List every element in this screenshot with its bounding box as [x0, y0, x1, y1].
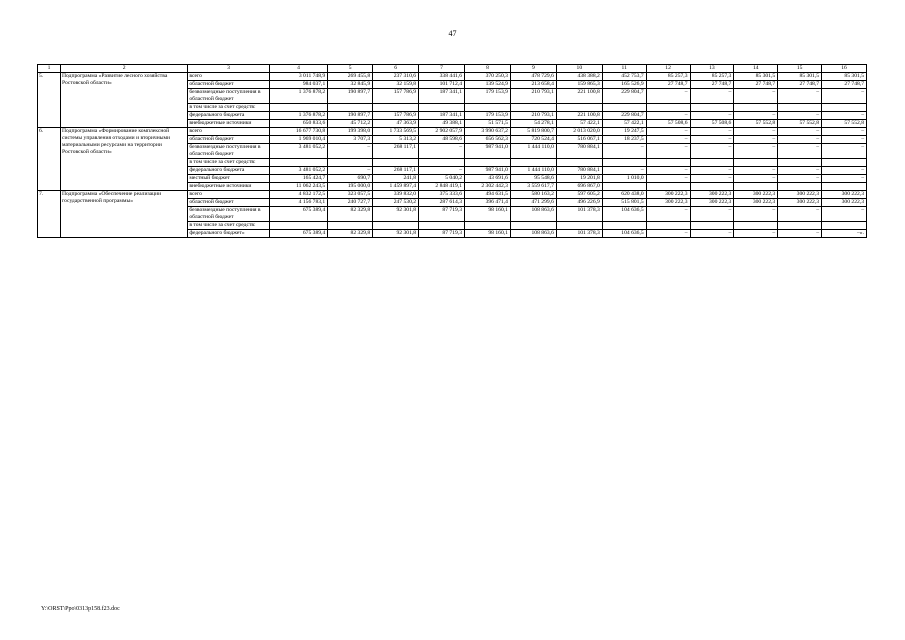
- value-cell: [822, 222, 867, 230]
- value-cell: 104 636,5: [602, 230, 646, 238]
- value-cell: –: [778, 230, 822, 238]
- value-cell: 3 990 637,2: [465, 128, 511, 136]
- value-cell: –: [646, 167, 690, 175]
- value-cell: –: [646, 175, 690, 183]
- header-cell: 7: [419, 65, 465, 73]
- value-cell: –: [822, 175, 867, 183]
- value-cell: [465, 222, 511, 230]
- value-cell: –: [646, 128, 690, 136]
- value-cell: 370 250,3: [465, 73, 511, 81]
- value-cell: [646, 222, 690, 230]
- value-cell: –: [778, 128, 822, 136]
- value-cell: –: [690, 128, 734, 136]
- value-cell: 165 526,9: [602, 81, 646, 89]
- header-row: [38, 65, 867, 73]
- header-cell: 10: [556, 65, 602, 73]
- value-cell: 987 941,0: [465, 144, 511, 159]
- value-cell: 241,8: [373, 175, 419, 183]
- value-cell: –: [822, 112, 867, 120]
- value-cell: 1 733 569,5: [373, 128, 419, 136]
- value-cell: –: [778, 136, 822, 144]
- header-cell: 11: [602, 65, 646, 73]
- value-cell: 85 301,5: [822, 73, 867, 81]
- value-cell: 240 727,7: [328, 199, 373, 207]
- value-cell: [778, 159, 822, 167]
- value-cell: 92 301,8: [373, 230, 419, 238]
- value-cell: 1 376 878,2: [269, 112, 327, 120]
- value-cell: 108 863,6: [510, 207, 556, 222]
- subprogram-number: 7.: [38, 191, 61, 238]
- value-cell: 987 941,0: [465, 167, 511, 175]
- funding-source: в том числе за счет средств:: [188, 104, 269, 112]
- value-cell: 690,7: [328, 175, 373, 183]
- value-cell: 95 548,6: [510, 175, 556, 183]
- funding-source: внебюджетные источники: [188, 120, 269, 128]
- header-cell: 15: [778, 65, 822, 73]
- header-cell: 14: [734, 65, 778, 73]
- value-cell: [602, 183, 646, 191]
- value-cell: 51 571,5: [465, 120, 511, 128]
- value-cell: 199 398,0: [328, 128, 373, 136]
- value-cell: –: [734, 167, 778, 175]
- value-cell: –: [646, 136, 690, 144]
- value-cell: 1 969 010,4: [269, 136, 327, 144]
- value-cell: [734, 159, 778, 167]
- value-cell: 300 222,3: [778, 199, 822, 207]
- header-cell: 3: [188, 65, 269, 73]
- budget-table: [37, 64, 867, 238]
- value-cell: 82 329,8: [328, 207, 373, 222]
- value-cell: [602, 222, 646, 230]
- value-cell: [419, 104, 465, 112]
- value-cell: –: [734, 144, 778, 159]
- value-cell: [373, 222, 419, 230]
- value-cell: 157 786,9: [373, 89, 419, 104]
- value-cell: –: [646, 144, 690, 159]
- value-cell: 696 867,0: [556, 183, 602, 191]
- subprogram-name: Подпрограмма «Обеспечение реализации государственной программы»: [60, 191, 187, 238]
- value-cell: 57 552,8: [734, 120, 778, 128]
- value-cell: –: [328, 167, 373, 175]
- funding-source: областной бюджет: [188, 199, 269, 207]
- value-cell: [690, 159, 734, 167]
- value-cell: [734, 222, 778, 230]
- value-cell: 101 378,3: [556, 230, 602, 238]
- funding-source: областной бюджет: [188, 136, 269, 144]
- value-cell: [556, 222, 602, 230]
- value-cell: –: [778, 167, 822, 175]
- funding-source: безвозмездные поступления в областной бюджет: [188, 89, 269, 104]
- funding-source: федерального бюджет»: [188, 230, 269, 238]
- value-cell: 3 481 052,2: [269, 167, 327, 175]
- value-cell: [373, 159, 419, 167]
- value-cell: 396 471,4: [465, 199, 511, 207]
- value-cell: 287 614,3: [419, 199, 465, 207]
- value-cell: 101 378,3: [556, 207, 602, 222]
- value-cell: 496 226,9: [556, 199, 602, 207]
- value-cell: 85 257,3: [646, 73, 690, 81]
- value-cell: 213 658,4: [510, 81, 556, 89]
- value-cell: 4 832 172,5: [269, 191, 327, 199]
- value-cell: –: [690, 89, 734, 104]
- funding-source: федерального бюджета: [188, 167, 269, 175]
- funding-source: местный бюджет: [188, 175, 269, 183]
- value-cell: –: [328, 144, 373, 159]
- value-cell: 269 455,8: [328, 73, 373, 81]
- value-cell: –: [602, 144, 646, 159]
- value-cell: 221 100,8: [556, 112, 602, 120]
- value-cell: [734, 104, 778, 112]
- value-cell: –: [419, 144, 465, 159]
- funding-source: безвозмездные поступления в областной бюджет: [188, 144, 269, 159]
- value-cell: 515 801,5: [602, 199, 646, 207]
- value-cell: 1 010,0: [602, 175, 646, 183]
- value-cell: [328, 159, 373, 167]
- value-cell: 268 117,1: [373, 144, 419, 159]
- value-cell: 229 804,7: [602, 89, 646, 104]
- value-cell: –: [690, 167, 734, 175]
- header-cell: 6: [373, 65, 419, 73]
- value-cell: 3 559 617,7: [510, 183, 556, 191]
- value-cell: [269, 159, 327, 167]
- value-cell: 650 833,6: [269, 120, 327, 128]
- value-cell: –: [734, 136, 778, 144]
- value-cell: 45 712,2: [328, 120, 373, 128]
- header-cell: 13: [690, 65, 734, 73]
- value-cell: 597 605,2: [556, 191, 602, 199]
- funding-source: федерального бюджета: [188, 112, 269, 120]
- table-row: [38, 73, 867, 81]
- value-cell: 92 301,8: [373, 207, 419, 222]
- value-cell: –: [778, 89, 822, 104]
- value-cell: 268 117,1: [373, 167, 419, 175]
- value-cell: –: [690, 136, 734, 144]
- value-cell: 16 677 730,8: [269, 128, 327, 136]
- value-cell: 57 422,1: [556, 120, 602, 128]
- value-cell: 300 222,3: [646, 191, 690, 199]
- value-cell: –: [734, 230, 778, 238]
- value-cell: 494 631,5: [465, 191, 511, 199]
- value-cell: 438 388,2: [556, 73, 602, 81]
- funding-source: всего: [188, 191, 269, 199]
- value-cell: 27 748,7: [734, 81, 778, 89]
- value-cell: 323 057,5: [328, 191, 373, 199]
- value-cell: –: [822, 136, 867, 144]
- value-cell: [778, 222, 822, 230]
- value-cell: [734, 183, 778, 191]
- value-cell: 5 040,2: [419, 175, 465, 183]
- subprogram-name: Подпрограмма «Формирование комплексной системы управления отходами и вторичными материальными ресурсами на территории Ростовской области»: [60, 128, 187, 191]
- value-cell: –: [690, 230, 734, 238]
- value-cell: –: [646, 112, 690, 120]
- value-cell: [822, 104, 867, 112]
- value-cell: 19 247,5: [602, 128, 646, 136]
- value-cell: 229 804,7: [602, 112, 646, 120]
- value-cell: 98 160,1: [465, 230, 511, 238]
- value-cell: 195 000,0: [328, 183, 373, 191]
- value-cell: 2 902 057,9: [419, 128, 465, 136]
- value-cell: 210 793,1: [510, 89, 556, 104]
- value-cell: 247 530,2: [373, 199, 419, 207]
- value-cell: 165 424,7: [269, 175, 327, 183]
- value-cell: 190 897,7: [328, 89, 373, 104]
- value-cell: [419, 222, 465, 230]
- value-cell: [465, 104, 511, 112]
- table-row: [38, 191, 867, 199]
- table-row: [38, 128, 867, 136]
- value-cell: 3 707,3: [328, 136, 373, 144]
- header-cell: 5: [328, 65, 373, 73]
- value-cell: 87 719,3: [419, 230, 465, 238]
- value-cell: 11 062 243,5: [269, 183, 327, 191]
- funding-source: областной бюджет: [188, 81, 269, 89]
- value-cell: 49 388,1: [419, 120, 465, 128]
- value-cell: [419, 159, 465, 167]
- value-cell: [269, 104, 327, 112]
- value-cell: 98 160,1: [465, 207, 511, 222]
- value-cell: 580 163,2: [510, 191, 556, 199]
- value-cell: [510, 222, 556, 230]
- value-cell: 780 884,1: [556, 167, 602, 175]
- value-cell: 338 441,6: [419, 73, 465, 81]
- value-cell: 2 013 020,0: [556, 128, 602, 136]
- value-cell: –: [734, 128, 778, 136]
- value-cell: 18 237,5: [602, 136, 646, 144]
- value-cell: 4 156 783,1: [269, 199, 327, 207]
- value-cell: 187 341,1: [419, 112, 465, 120]
- value-cell: –: [690, 144, 734, 159]
- value-cell: 5 313,2: [373, 136, 419, 144]
- value-cell: 190 897,7: [328, 112, 373, 120]
- value-cell: 375 333,6: [419, 191, 465, 199]
- subprogram-number: 5.: [38, 73, 61, 128]
- value-cell: 1 459 897,4: [373, 183, 419, 191]
- value-cell: 27 748,7: [646, 81, 690, 89]
- value-cell: 780 884,1: [556, 144, 602, 159]
- value-cell: 5 819 800,7: [510, 128, 556, 136]
- value-cell: [778, 104, 822, 112]
- funding-source: всего: [188, 128, 269, 136]
- header-cell: 16: [822, 65, 867, 73]
- value-cell: 300 222,3: [690, 199, 734, 207]
- value-cell: 675 389,4: [269, 230, 327, 238]
- value-cell: 1 444 110,0: [510, 144, 556, 159]
- value-cell: 1 376 878,2: [269, 89, 327, 104]
- value-cell: –: [646, 89, 690, 104]
- value-cell: 101 712,4: [419, 81, 465, 89]
- value-cell: 478 729,6: [510, 73, 556, 81]
- value-cell: –: [778, 112, 822, 120]
- header-cell: 9: [510, 65, 556, 73]
- value-cell: –: [734, 175, 778, 183]
- value-cell: 48 598,6: [419, 136, 465, 144]
- value-cell: –: [690, 207, 734, 222]
- value-cell: [822, 183, 867, 191]
- value-cell: 620 438,0: [602, 191, 646, 199]
- value-cell: [602, 159, 646, 167]
- value-cell: –: [822, 167, 867, 175]
- funding-source: внебюджетные источники: [188, 183, 269, 191]
- value-cell: –: [778, 175, 822, 183]
- value-cell: 516 067,1: [556, 136, 602, 144]
- value-cell: 2 848 419,1: [419, 183, 465, 191]
- value-cell: 27 748,7: [778, 81, 822, 89]
- value-cell: –: [734, 207, 778, 222]
- value-cell: 339 832,0: [373, 191, 419, 199]
- value-cell: 139 524,9: [465, 81, 511, 89]
- value-cell: 179 153,9: [465, 112, 511, 120]
- header-cell: 1: [38, 65, 61, 73]
- value-cell: [556, 104, 602, 112]
- value-cell: [328, 104, 373, 112]
- value-cell: 85 301,5: [778, 73, 822, 81]
- value-cell: [690, 183, 734, 191]
- value-cell: –: [734, 89, 778, 104]
- value-cell: 675 389,4: [269, 207, 327, 222]
- value-cell: [328, 222, 373, 230]
- value-cell: –: [822, 89, 867, 104]
- value-cell: 300 222,3: [778, 191, 822, 199]
- value-cell: –: [778, 207, 822, 222]
- value-cell: 82 329,8: [328, 230, 373, 238]
- value-cell: 157 786,9: [373, 112, 419, 120]
- value-cell: –: [646, 207, 690, 222]
- value-cell: –: [734, 112, 778, 120]
- value-cell: [822, 159, 867, 167]
- value-cell: 187 341,1: [419, 89, 465, 104]
- value-cell: 452 753,7: [602, 73, 646, 81]
- value-cell: [778, 183, 822, 191]
- value-cell: 32 159,8: [373, 81, 419, 89]
- value-cell: 2 302 442,3: [465, 183, 511, 191]
- value-cell: [646, 183, 690, 191]
- header-cell: 4: [269, 65, 327, 73]
- value-cell: 300 222,3: [822, 191, 867, 199]
- value-cell: 1 444 110,0: [510, 167, 556, 175]
- value-cell: –: [602, 167, 646, 175]
- value-cell: 27 748,7: [822, 81, 867, 89]
- value-cell: 300 222,3: [822, 199, 867, 207]
- value-cell: 47 363,9: [373, 120, 419, 128]
- value-cell: 159 865,3: [556, 81, 602, 89]
- subprogram-name: Подпрограмма «Развитие лесного хозяйства Ростовской области»: [60, 73, 187, 128]
- value-cell: 57 508,6: [690, 120, 734, 128]
- value-cell: 54 278,1: [510, 120, 556, 128]
- value-cell: 656 562,3: [465, 136, 511, 144]
- page-number: 47: [448, 29, 457, 38]
- value-cell: 720 524,4: [510, 136, 556, 144]
- value-cell: [690, 222, 734, 230]
- value-cell: [602, 104, 646, 112]
- value-cell: 32 845,9: [328, 81, 373, 89]
- value-cell: –: [646, 230, 690, 238]
- header-cell: 12: [646, 65, 690, 73]
- value-cell: [465, 159, 511, 167]
- value-cell: –: [690, 175, 734, 183]
- value-cell: 3 481 052,2: [269, 144, 327, 159]
- funding-source: безвозмездные поступления в областной бюджет: [188, 207, 269, 222]
- value-cell: 237 310,6: [373, 73, 419, 81]
- value-cell: –: [822, 144, 867, 159]
- value-cell: 87 719,3: [419, 207, 465, 222]
- funding-source: всего: [188, 73, 269, 81]
- value-cell: 300 222,3: [734, 199, 778, 207]
- value-cell: 19 201,8: [556, 175, 602, 183]
- value-cell: [269, 222, 327, 230]
- value-cell: –: [419, 167, 465, 175]
- value-cell: 85 257,3: [690, 73, 734, 81]
- value-cell: 179 153,9: [465, 89, 511, 104]
- value-cell: 104 636,5: [602, 207, 646, 222]
- value-cell: 221 100,8: [556, 89, 602, 104]
- value-cell: –: [690, 112, 734, 120]
- value-cell: 210 793,1: [510, 112, 556, 120]
- funding-source: в том числе за счет средств:: [188, 159, 269, 167]
- value-cell: 108 863,6: [510, 230, 556, 238]
- value-cell: 300 222,3: [734, 191, 778, 199]
- value-cell: –: [822, 128, 867, 136]
- value-cell: 300 222,3: [690, 191, 734, 199]
- value-cell: [646, 159, 690, 167]
- file-path-footer: Y:\ORST\Ppo\0313p158.f23.doc: [41, 606, 120, 612]
- value-cell: 471 299,6: [510, 199, 556, 207]
- value-cell: 57 508,6: [646, 120, 690, 128]
- value-cell: [510, 104, 556, 112]
- value-cell: [556, 159, 602, 167]
- value-cell: –: [778, 144, 822, 159]
- value-cell: [510, 159, 556, 167]
- value-cell: 27 748,7: [690, 81, 734, 89]
- value-cell: 3 011 748,9: [269, 73, 327, 81]
- value-cell: –: [822, 207, 867, 222]
- subprogram-number: 6.: [38, 128, 61, 191]
- value-cell: 984 037,1: [269, 81, 327, 89]
- value-cell: 300 222,3: [646, 199, 690, 207]
- value-cell: [690, 104, 734, 112]
- value-cell: 57 552,8: [778, 120, 822, 128]
- value-cell: 57 552,8: [822, 120, 867, 128]
- value-cell: 43 691,6: [465, 175, 511, 183]
- value-cell: [646, 104, 690, 112]
- value-cell: 85 301,5: [734, 73, 778, 81]
- value-cell: [373, 104, 419, 112]
- value-cell: –».: [822, 230, 867, 238]
- header-cell: 8: [465, 65, 511, 73]
- header-cell: 2: [60, 65, 187, 73]
- funding-source: в том числе за счет средств:: [188, 222, 269, 230]
- value-cell: 57 422,1: [602, 120, 646, 128]
